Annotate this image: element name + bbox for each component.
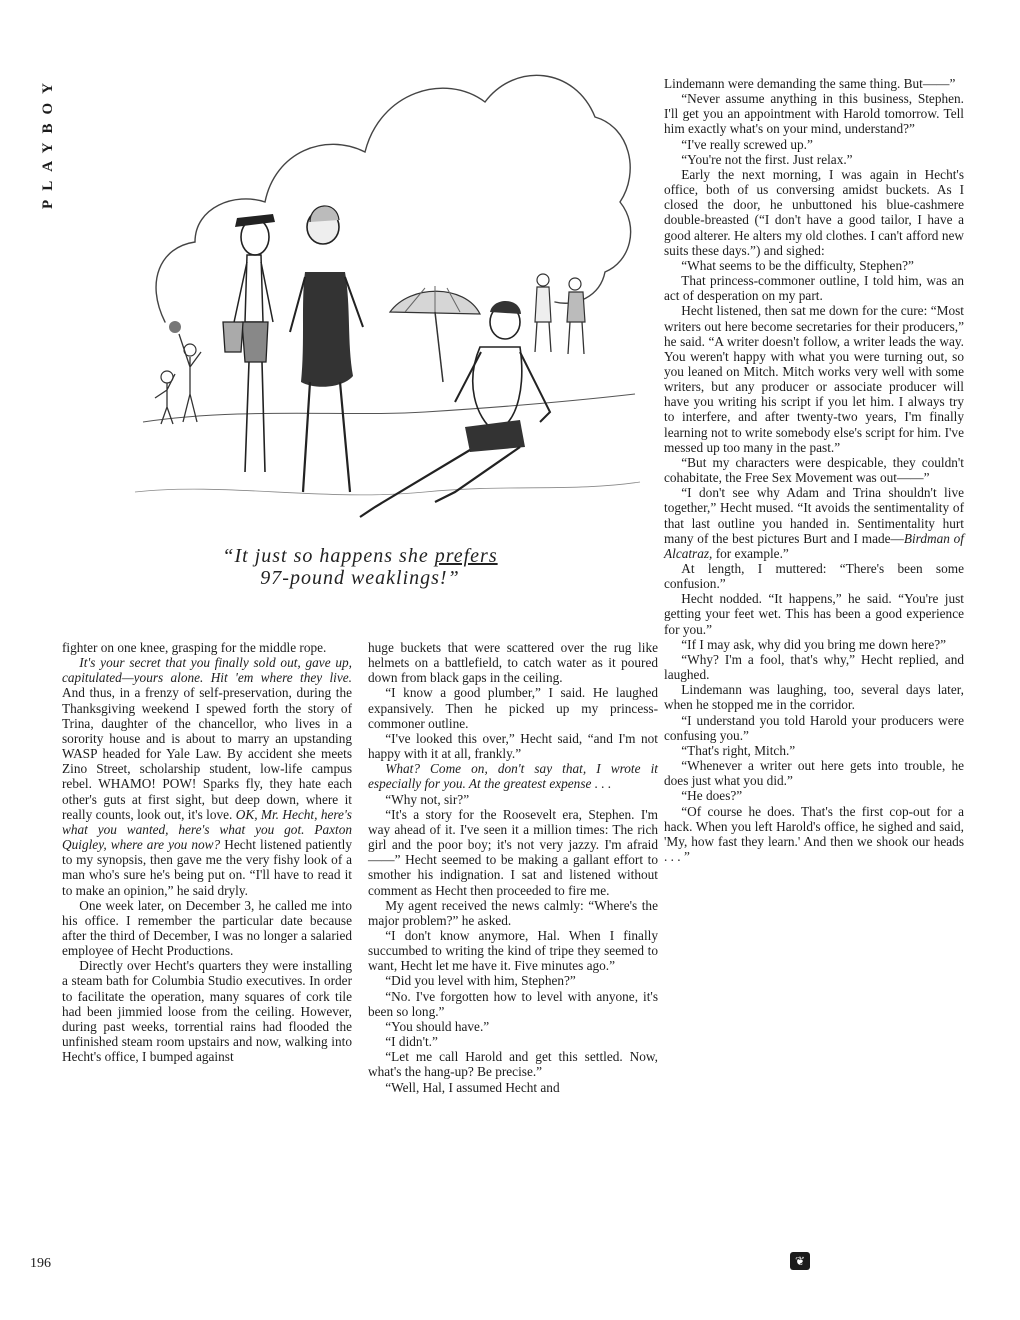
paragraph [664, 485, 964, 561]
magazine-name: PLAYBOY [40, 74, 56, 209]
paragraph: “Why? I'm a fool, that's why,” Hecht replied, and laughed. [664, 651, 964, 683]
paragraph: “Well, Hal, I assumed Hecht and [385, 1079, 560, 1095]
italic-thought: What? Come on, don't say that, I wrote it especially for you. At the greatest expense . . . [368, 761, 658, 792]
text-column-3 [664, 76, 964, 864]
paragraph: Lindemann was laughing, too, several days later, when he stopped me in the corridor. [664, 682, 964, 713]
text-column-2 [368, 640, 658, 1095]
paragraph: “Let me call Harold and get this settled. Now, what's the hang-up? Be precise.” [368, 1049, 658, 1080]
paragraph: “Never assume anything in this business, Stephen. I'll get you an appointment with Harold tomorrow. Tell him exactly what's on your mind, understand?” [664, 91, 964, 137]
paragraph: “He does?” [681, 788, 743, 804]
paragraph: fighter on one knee, grasping for the middle rope. [62, 640, 327, 655]
caption-text-start: “It just so happens she [222, 545, 435, 567]
paragraph: “I understand you told Harold your producers were confusing you.” [664, 712, 964, 743]
paragraph: “It's a story for the Roosevelt era, Stephen. I'm way ahead of it. I've seen it a million times: The rich girl and the poor boy; it's not very jazzy. I'm afraid——” Hecht seemed to be making a gallant effort to smother his indignation. I sat and listened without comment as Hecht then proceeded to fire me. [368, 806, 658, 898]
text-run: for example.” [712, 545, 789, 561]
paragraph: “You're not the first. Just relax.” [681, 151, 853, 167]
paragraph: huge buckets that were scattered over the rug like helmets on a battlefield, to catch water as it poured down from black gaps in the ceiling. [368, 640, 658, 686]
paragraph: “But my characters were despicable, they couldn't cohabitate, the Free Sex Movement was out——” [664, 454, 964, 486]
paragraph: “I didn't.” [385, 1034, 438, 1050]
paragraph: “No. I've forgotten how to level with anyone, it's been so long.” [368, 988, 658, 1019]
paragraph: Lindemann were demanding the same thing. But——” [664, 76, 956, 91]
paragraph: Hecht listened, then sat me down for the cure: “Most writers out here become secretaries for their producers,” he said. “A writer doesn't follow, a writer leads the way. You weren't happy with what you were turning out, so you leaned on Mitch. Mitch works very well with some writers, but any producer or associate producer will have you writing his script if you let him. I always try to interfere, and after twenty-two years, I'm finally learning not to write somebody else's script for him. I've messed up too many in the past.” [664, 303, 964, 455]
italic-thought: OK, Mr. Hecht, here's what you wanted, here's what you got. Paxton Quigley, where are you now? [62, 806, 352, 853]
film-title: Birdman of Alcatraz, [664, 530, 964, 561]
paragraph: “What seems to be the difficulty, Stephen?” [681, 257, 914, 273]
paragraph: Hecht nodded. “It happens,” he said. “You're just getting your feet wet. This has been a good experience for you.” [664, 591, 964, 637]
caption-text-end: 97-pound weaklings!” [260, 567, 460, 589]
paragraph: One week later, on December 3, he called me into his office. I remember the particular date because after the third of December, I was no longer a salaried employee of Hecht Productions. [62, 897, 352, 959]
paragraph: “You should have.” [385, 1018, 490, 1034]
paragraph: “I know a good plumber,” I said. He laughed expansively. Then he picked up my princess-commoner outline. [368, 685, 658, 731]
text-column-1 [62, 640, 352, 1064]
paragraph: “That's right, Mitch.” [681, 742, 796, 758]
paragraph: “Did you level with him, Stephen?” [385, 973, 576, 989]
text-run: And thus, in a frenzy of self-preservation, during the Thanksgiving weekend I spewed forth the story of Trina, daughter of the chancellor, who lives in a sorority house and is about to marry an upstanding WASP headed for Yale Law. By accident she meets Zino Street, scholarship student, low-life campus rebel. WHAMO! POW! Sparks fly, they hate each other's guts at first sight, but deep down, where it really counts, look out, it's love. [62, 685, 352, 822]
paragraph: My agent received the news calmly: “Where's the major problem?” he asked. [368, 897, 658, 928]
paragraph: “Of course he does. That's the first cop-out for a hack. When you left Harold's office, he sighed and said, 'My, how fast they learn.' And then we shook our heads . . . ” [664, 803, 964, 864]
paragraph: “I've really screwed up.” [681, 136, 813, 152]
italic-thought: It's your secret that you finally sold out, gave up, capitulated—yours alone. Hit 'em where they live. [62, 655, 352, 686]
page-number: 196 [30, 1256, 51, 1271]
text-run: “I don't see why Adam and Trina shouldn't live together,” Hecht mused. “It avoids the sentimentality of that last outline you handed in. Sentimentality hurt many of the best pictures Burt and I made— [664, 485, 964, 546]
paragraph: At length, I muttered: “There's been some confusion.” [664, 561, 964, 592]
paragraph: “Why not, sir?” [385, 791, 470, 807]
paragraph: Directly over Hecht's quarters they were installing a steam bath for Columbia Studio executives. In order to facilitate the operation, many squares of cork tile had been jimmied loose from the ceiling. However, during past weeks, torrential rains had flooded the unfinished steam room upstairs and now, walking into Hecht's office, I bumped against [62, 958, 352, 1065]
paragraph: “If I may ask, why did you bring me down here?” [681, 636, 947, 652]
paragraph: That princess-commoner outline, I told him, was an act of desperation on my part. [664, 273, 964, 304]
paragraph: Early the next morning, I was again in Hecht's office, both of us conversing amidst buckets. As I closed the door, he unbuttoned his blue-cashmere double-breasted (“I don't have a good tailor, I have a good alterer. He alters my old clothes. I can't afford new suits these days.”) and sighed: [664, 166, 964, 258]
text-run: Hecht listened patiently to my synopsis, then gave me the very fishy look of a man who's sure he's being put on. “I'll have to read it to make an opinion,” he said dryly. [62, 837, 352, 898]
paragraph: “I've looked this over,” Hecht said, “and I'm not happy with it at all, frankly.” [368, 730, 658, 762]
paragraph [62, 655, 352, 898]
cartoon-illustration [125, 22, 645, 542]
caption-underlined-word: prefers [434, 545, 498, 567]
cartoon-caption [180, 545, 540, 589]
paragraph: “Whenever a writer out here gets into trouble, he does just what you did.” [664, 758, 964, 789]
paragraph: “I don't know anymore, Hal. When I finally succumbed to writing the kind of tripe they seemed to want, Hecht let me have it. Five minutes ago.” [368, 927, 658, 974]
end-mark-icon: ❦ [790, 1252, 810, 1270]
